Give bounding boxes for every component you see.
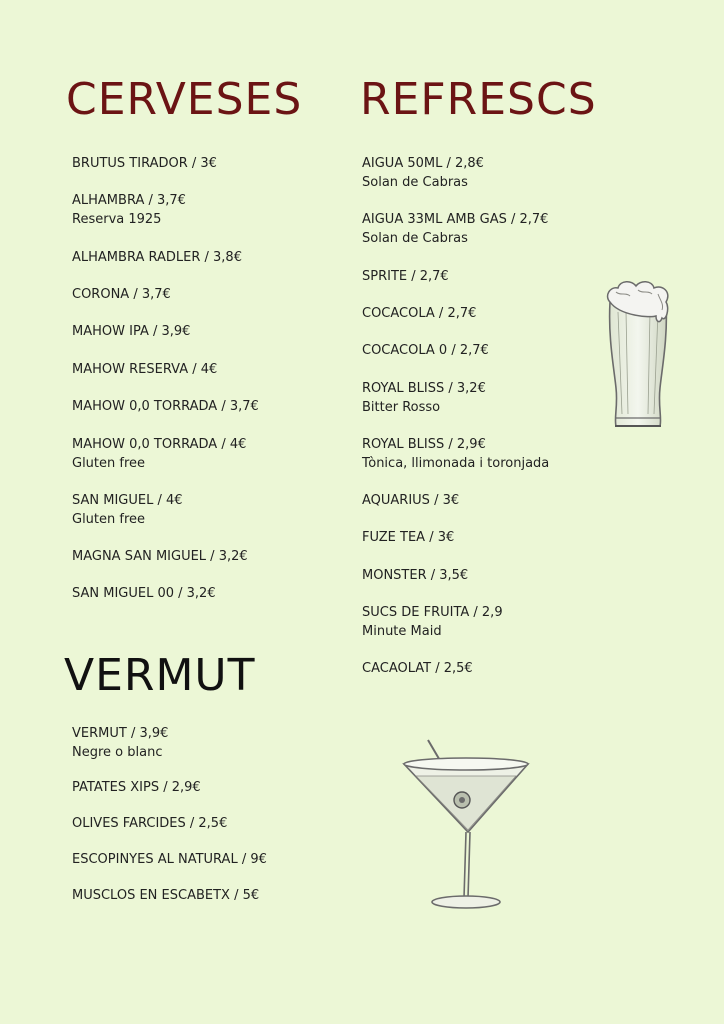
item-description: Bitter Rosso: [362, 400, 441, 415]
item-description: Gluten free: [72, 456, 146, 471]
menu-item-refrescs: [362, 603, 503, 641]
item-name: MAHOW IPA / 3,9€: [72, 324, 191, 339]
menu-item-refrescs: [362, 304, 476, 323]
menu-item-vermut: [72, 850, 267, 869]
menu-item-vermut: [72, 814, 227, 833]
menu-item-refrescs: [362, 154, 484, 192]
item-name: ALHAMBRA RADLER / 3,8€: [72, 250, 242, 265]
item-description: Reserva 1925: [72, 212, 162, 227]
item-name: BRUTUS TIRADOR / 3€: [72, 156, 217, 171]
item-name: FUZE TEA / 3€: [362, 530, 455, 545]
menu-item-refrescs: [362, 210, 548, 248]
menu-item-refrescs: [362, 267, 449, 286]
section-title-refrescs: REFRESCS: [360, 74, 597, 125]
item-name: MAHOW 0,0 TORRADA / 3,7€: [72, 399, 259, 414]
menu-item-cerveses: [72, 322, 190, 341]
section-title-cerveses: CERVESES: [66, 74, 303, 125]
menu-item-refrescs: [362, 379, 486, 417]
item-description: Gluten free: [72, 512, 146, 527]
item-name: COCACOLA 0 / 2,7€: [362, 343, 489, 358]
menu-item-refrescs: [362, 566, 468, 585]
menu-item-cerveses: [72, 547, 248, 566]
item-description: Minute Maid: [362, 624, 442, 639]
item-name: OLIVES FARCIDES / 2,5€: [72, 816, 228, 831]
item-name: COCACOLA / 2,7€: [362, 306, 477, 321]
martini-glass-icon: [400, 736, 532, 914]
item-description: Solan de Cabras: [362, 175, 468, 190]
section-title-vermut: VERMUT: [64, 650, 256, 701]
item-name: MAHOW 0,0 TORRADA / 4€: [72, 437, 247, 452]
item-name: MAHOW RESERVA / 4€: [72, 362, 218, 377]
menu-item-vermut: [72, 886, 259, 905]
item-name: MUSCLOS EN ESCABETX / 5€: [72, 888, 260, 903]
item-name: CACAOLAT / 2,5€: [362, 661, 473, 676]
item-name: VERMUT / 3,9€: [72, 726, 169, 741]
item-name: SPRITE / 2,7€: [362, 269, 449, 284]
menu-item-cerveses: [72, 360, 217, 379]
menu-item-cerveses: [72, 191, 186, 229]
item-name: CORONA / 3,7€: [72, 287, 171, 302]
item-name: ESCOPINYES AL NATURAL / 9€: [72, 852, 267, 867]
menu-item-cerveses: [72, 584, 216, 603]
menu-item-vermut: [72, 778, 201, 797]
beer-glass-icon: [600, 278, 676, 434]
menu-item-refrescs: [362, 659, 473, 678]
item-name: ROYAL BLISS / 3,2€: [362, 381, 486, 396]
menu-item-refrescs: [362, 435, 549, 473]
item-description: Tònica, llimonada i toronjada: [362, 456, 550, 471]
menu-item-refrescs: [362, 491, 459, 510]
item-name: AIGUA 50ML / 2,8€: [362, 156, 484, 171]
item-name: ROYAL BLISS / 2,9€: [362, 437, 486, 452]
menu-item-cerveses: [72, 397, 259, 416]
menu-item-cerveses: [72, 285, 171, 304]
menu-item-refrescs: [362, 341, 489, 360]
item-name: PATATES XIPS / 2,9€: [72, 780, 201, 795]
menu-item-cerveses: [72, 154, 217, 173]
item-name: MAGNA SAN MIGUEL / 3,2€: [72, 549, 248, 564]
item-name: SAN MIGUEL 00 / 3,2€: [72, 586, 216, 601]
item-name: SAN MIGUEL / 4€: [72, 493, 183, 508]
item-description: Solan de Cabras: [362, 231, 468, 246]
item-name: AIGUA 33ML AMB GAS / 2,7€: [362, 212, 549, 227]
menu-item-cerveses: [72, 491, 183, 529]
menu-item-cerveses: [72, 248, 242, 267]
menu-item-refrescs: [362, 528, 454, 547]
menu-item-cerveses: [72, 435, 246, 473]
item-name: SUCS DE FRUITA / 2,9: [362, 605, 503, 620]
item-description: Negre o blanc: [72, 745, 163, 760]
item-name: AQUARIUS / 3€: [362, 493, 460, 508]
menu-item-vermut: [72, 724, 168, 762]
item-name: MONSTER / 3,5€: [362, 568, 469, 583]
item-name: ALHAMBRA / 3,7€: [72, 193, 186, 208]
